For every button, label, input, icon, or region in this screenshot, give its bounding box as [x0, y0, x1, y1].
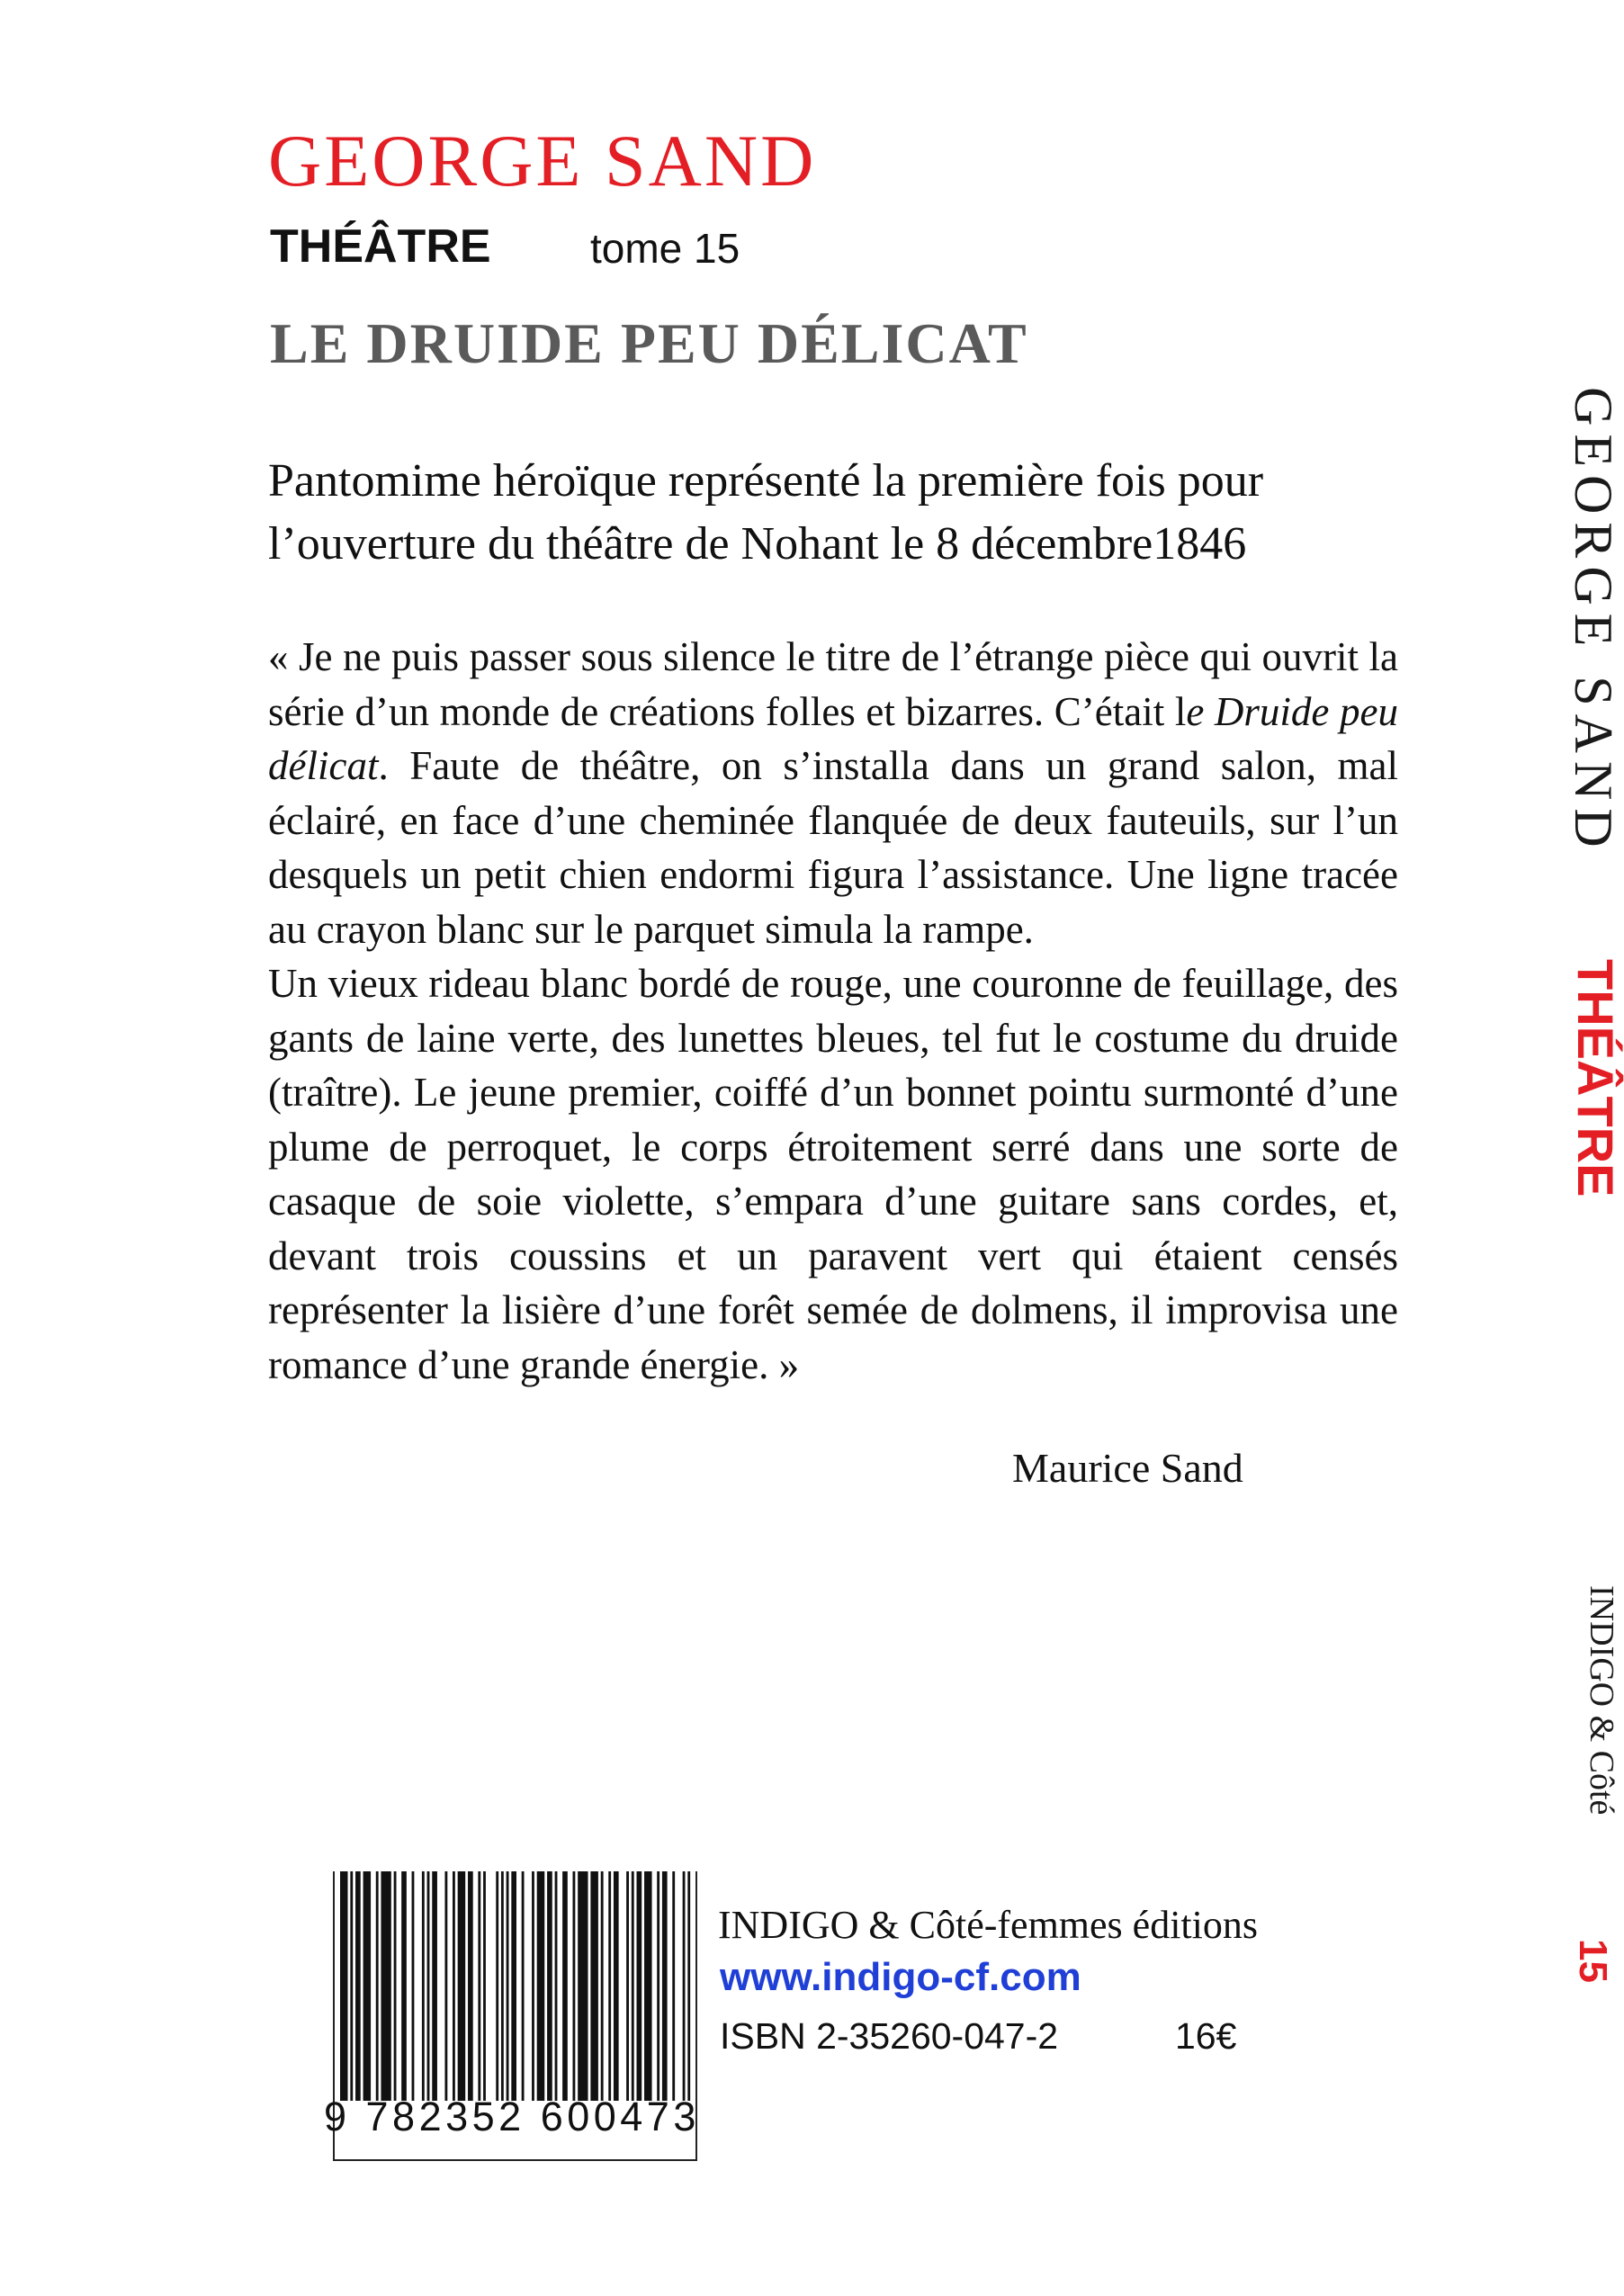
spine: [1530, 0, 1624, 2296]
quote-italic-title: e Druide peu délicat: [268, 688, 1398, 788]
barcode-bar: [381, 1871, 390, 2101]
quote-text-start: « Je ne puis passer sous silence le titre de l’étrange pièce qui ouvrit la série d’un monde de créations folles et bizarres. C’était l: [268, 634, 1398, 734]
publisher-website-link[interactable]: www.indigo-cf.com: [720, 1955, 1081, 1999]
barcode-bar: [657, 1871, 659, 2101]
barcode-bar: [683, 1871, 686, 2101]
spine-volume-number: 15: [1571, 1939, 1615, 1983]
spine-publisher: INDIGO & Côté: [1583, 1585, 1620, 1816]
barcode-bar: [507, 1871, 509, 2101]
barcode-bar: [422, 1871, 425, 2101]
barcode-bar: [376, 1871, 379, 2101]
barcode-bar: [632, 1871, 634, 2101]
barcode-bar: [608, 1871, 611, 2101]
barcode-bar: [444, 1871, 447, 2101]
series-line: [270, 220, 740, 273]
book-author: GEORGE SAND: [268, 120, 817, 202]
barcode-bar: [453, 1871, 455, 2101]
barcode-bar: [687, 1871, 690, 2101]
barcode-bar: [578, 1871, 588, 2101]
barcode-bar: [522, 1871, 525, 2101]
isbn-number: ISBN 2-35260-047-2: [720, 2015, 1059, 2057]
barcode-bar: [532, 1871, 534, 2101]
barcode-bar: [590, 1871, 598, 2101]
spine-series: THÉÂTRE: [1567, 959, 1624, 1197]
volume-label: tome 15: [590, 225, 740, 272]
barcode-bar: [496, 1871, 498, 2101]
barcode-bar: [644, 1871, 652, 2101]
series-label: THÉÂTRE: [270, 220, 491, 273]
barcode-bar: [662, 1871, 668, 2101]
barcode-bar: [511, 1871, 516, 2101]
barcode-bar: [547, 1871, 552, 2101]
quote-paragraph-1: [268, 630, 1398, 956]
barcode-bar: [478, 1871, 480, 2101]
publisher-name: INDIGO & Côté-femmes éditions: [718, 1903, 1258, 1947]
barcode-bar: [432, 1871, 437, 2101]
book-subtitle: Pantomime héroïque représenté la première fois pour l’ouverture du théâtre de Nohant le 8 décembre1846: [268, 455, 1264, 570]
blurb-quote: [268, 630, 1398, 1392]
barcode-bar: [394, 1871, 397, 2101]
barcode-bar: [483, 1871, 486, 2101]
barcode-bar: [401, 1871, 407, 2101]
barcode-bar: [350, 1871, 353, 2101]
barcode-bar: [412, 1871, 415, 2101]
barcode-bar: [537, 1871, 545, 2101]
barcode-bar: [340, 1871, 348, 2101]
book-title: LE DRUIDE PEU DÉLICAT: [270, 311, 1028, 375]
barcode: [324, 1871, 700, 2161]
barcode-bar: [501, 1871, 504, 2101]
barcode-bar: [458, 1871, 466, 2101]
barcode-bar: [601, 1871, 604, 2101]
barcode-bars: [340, 1871, 693, 2101]
barcode-bar: [626, 1871, 629, 2101]
barcode-bar: [363, 1871, 372, 2101]
barcode-bar: [555, 1871, 558, 2101]
spine-author: GEORGE SAND: [1564, 387, 1623, 856]
price-label: 16€: [1175, 2015, 1237, 2057]
barcode-bar: [355, 1871, 361, 2101]
barcode-bar: [637, 1871, 642, 2101]
barcode-bar: [468, 1871, 473, 2101]
barcode-bar: [572, 1871, 575, 2101]
quote-text-end: . Faute de théâtre, on s’installa dans un grand salon, mal éclairé, en face d’une cheminée flanquée de deux fauteuils, sur l’un desquels un petit chien endormi figura l’assistance. Une ligne tracée au crayon blanc sur le parquet simula la rampe.: [268, 743, 1398, 952]
barcode-bar: [562, 1871, 568, 2101]
barcode-bar: [614, 1871, 619, 2101]
barcode-digits: 9 782352 600473: [324, 2094, 700, 2139]
quote-signature: Maurice Sand: [1012, 1445, 1243, 1491]
barcode-bar: [672, 1871, 675, 2101]
quote-paragraph-2: Un vieux rideau blanc bordé de rouge, une couronne de feuillage, des gants de laine verte, des lunettes bleues, tel fut le costume du druide (traître). Le jeune premier, coiffé d’un bonnet pointu surmonté d’une plume de perroquet, le corps étroitement serré dans une sorte de casaque de soie violette, s’empara d’une guitare sans cordes, et, devant trois coussins et un paravent vert qui étaient censés représenter la lisière d’une forêt semée de dolmens, il improvisa une romance d’une grande énergie. »: [268, 961, 1398, 1387]
barcode-bar: [427, 1871, 430, 2101]
